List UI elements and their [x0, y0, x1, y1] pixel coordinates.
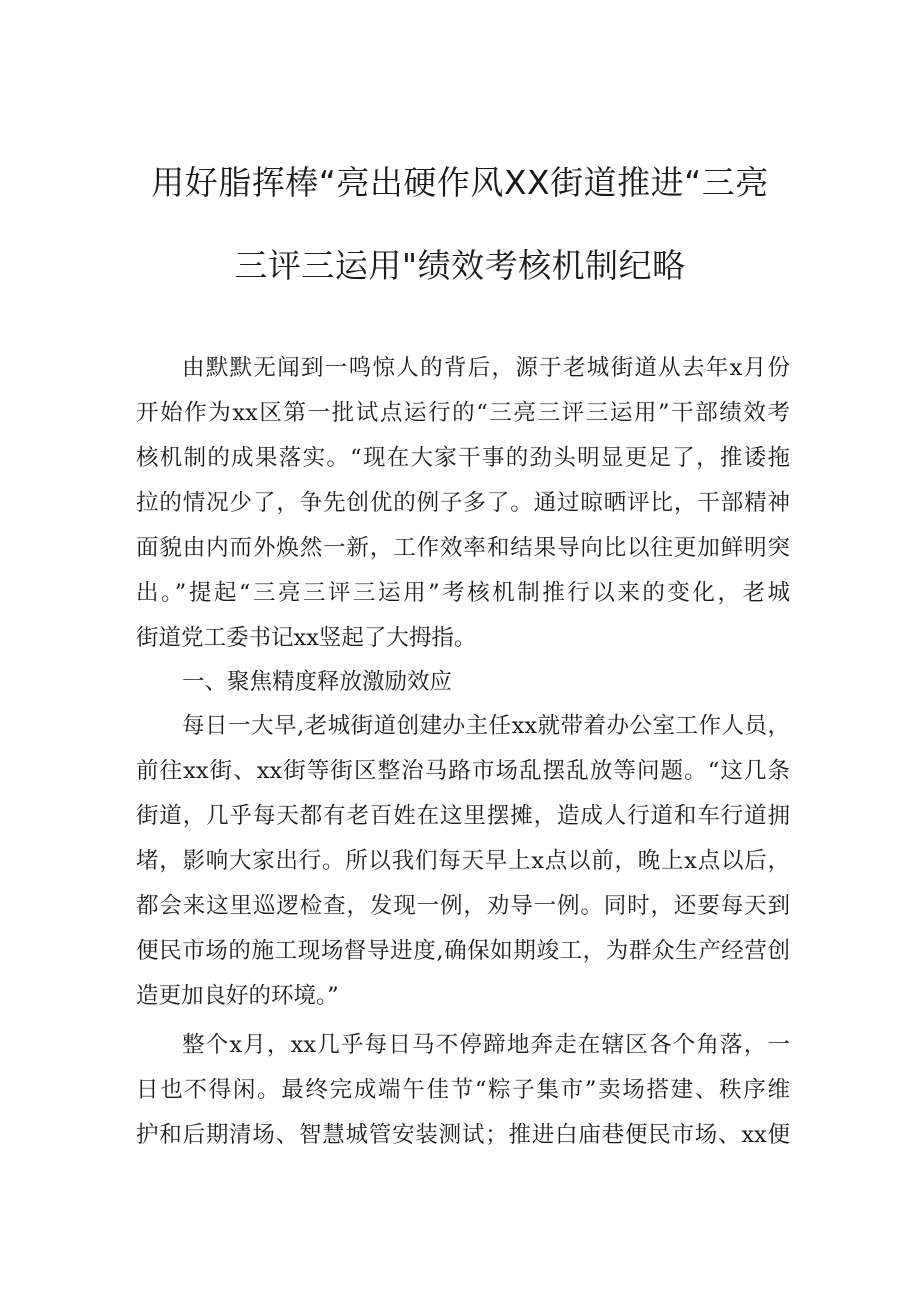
section-heading: 一、聚焦精度释放激励效应: [182, 669, 453, 695]
paragraph-1-line: 核机制的成果落实。“现在大家干事的劲头明显更足了，推诿拖: [136, 445, 790, 471]
paragraph-2-line: 造更加良好的环境。”: [136, 983, 339, 1009]
paragraph-3-line: 护和后期清场、智慧城管安装测试；推进白庙巷便民市场、xx便: [136, 1122, 790, 1148]
paragraph-1-line: 由默默无闻到一鸣惊人的背后，源于老城街道从去年x月份: [182, 355, 790, 381]
paragraph-1-line: 面貌由内而外焕然一新，工作效率和结果导向比以往更加鲜明突: [136, 535, 790, 561]
paragraph-1-line: 街道党工委书记xx竖起了大拇指。: [136, 625, 477, 651]
paragraph-2-line: 都会来这里巡逻检查，发现一例，劝导一例。同时，还要每天到: [136, 893, 790, 919]
paragraph-1-line: 拉的情况少了，争先创优的例子多了。通过晾晒评比，干部精神: [136, 490, 790, 516]
document-title-line-2: 三评三运用"绩效考核机制纪略: [234, 246, 686, 285]
paragraph-2-line: 便民市场的施工现场督导进度,确保如期竣工，为群众生产经营创: [136, 938, 790, 964]
paragraph-1-line: 开始作为xx区第一批试点运行的“三亮三评三运用”干部绩效考: [136, 400, 790, 426]
paragraph-2-line: 堵，影响大家出行。所以我们每天早上x点以前，晚上x点以后，: [136, 848, 790, 874]
paragraph-3-line: 整个x月，xx几乎每日马不停蹄地奔走在辖区各个角落，一: [182, 1032, 790, 1058]
paragraph-2-line: 街道，几乎每天都有老百姓在这里摆摊，造成人行道和车行道拥: [136, 803, 790, 829]
paragraph-1-line: 出。”提起“三亮三评三运用”考核机制推行以来的变化，老城: [136, 580, 790, 606]
paragraph-2-line: 每日一大早,老城街道创建办主任xx就带着办公室工作人员，: [182, 713, 790, 739]
document-title-line-1: 用好脂挥棒“亮出硬作风XX街道推进“三亮: [151, 163, 769, 202]
paragraph-2-line: 前往xx街、xx街等街区整治马路市场乱摆乱放等问题。“这几条: [136, 758, 790, 784]
paragraph-3-line: 日也不得闲。最终完成端午佳节“粽子集市”卖场搭建、秩序维: [136, 1077, 790, 1103]
